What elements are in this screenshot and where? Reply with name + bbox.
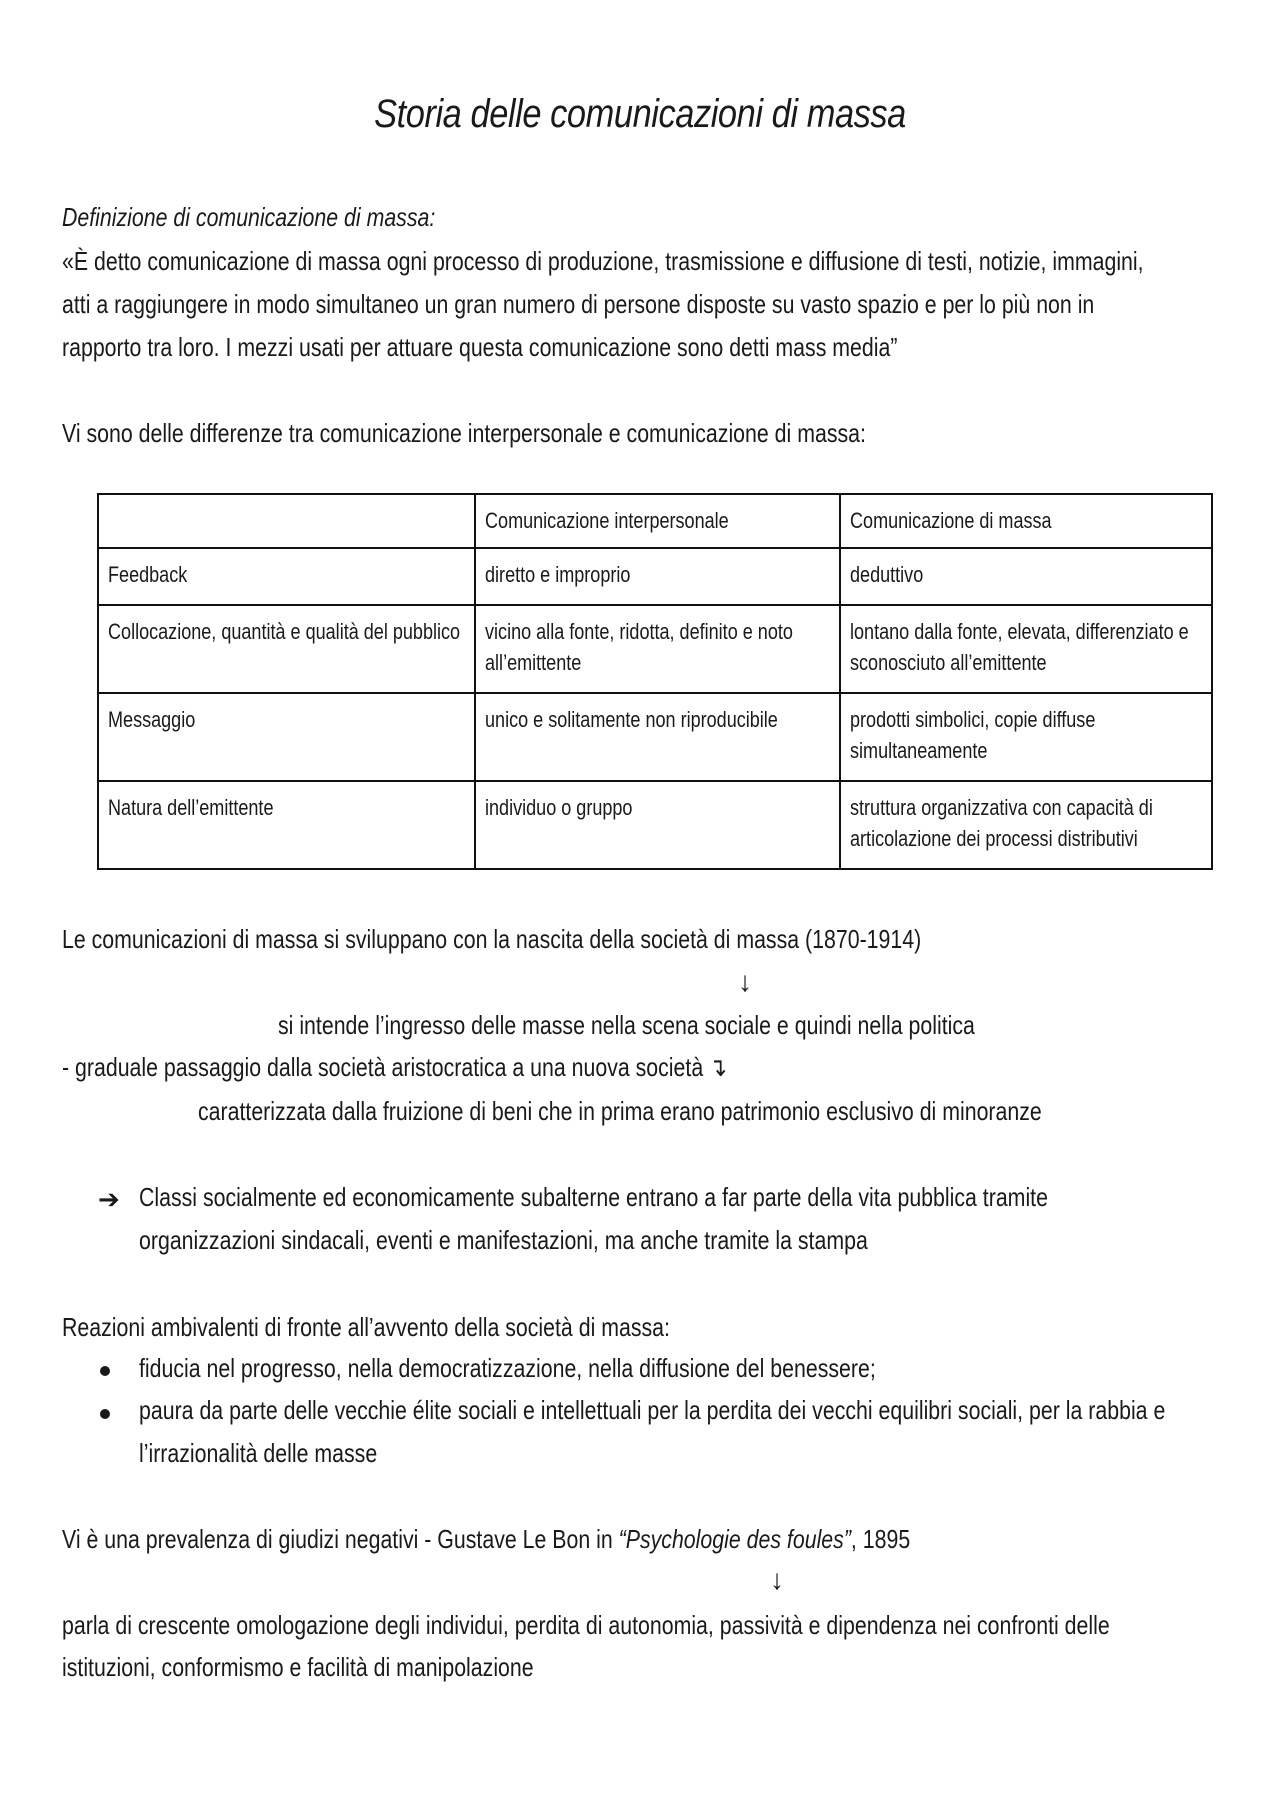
table-cell: Natura dell’emittente bbox=[98, 781, 475, 869]
lebon-suffix: , 1895 bbox=[850, 1524, 911, 1554]
arrow-point-line-2: organizzazioni sindacali, eventi e manifestazioni, ma anche tramite la stampa bbox=[139, 1225, 868, 1255]
table-header-cell: Comunicazione di massa bbox=[840, 494, 1212, 548]
reaction-bullet-2-line-1: paura da parte delle vecchie élite sociali e intellettuali per la perdita dei vecchi equilibri sociali, per la rabbia e bbox=[139, 1395, 1166, 1425]
table-row bbox=[98, 605, 1212, 693]
table-cell: deduttivo bbox=[840, 548, 1212, 605]
lebon-text-line-1: parla di crescente omologazione degli individui, perdita di autonomia, passività e dipendenza nei confronti delle bbox=[62, 1610, 1110, 1640]
page-title: Storia delle comunicazioni di massa bbox=[374, 92, 906, 136]
table-row bbox=[98, 693, 1212, 781]
bullet-icon bbox=[100, 1366, 110, 1376]
mass-society-line-3: - graduale passaggio dalla società aristocratica a una nuova società ↴ bbox=[62, 1052, 727, 1082]
down-arrow-icon: ↓ bbox=[738, 966, 752, 997]
table-cell: individuo o gruppo bbox=[475, 781, 840, 869]
table-row bbox=[98, 781, 1212, 869]
table-header-cell: Comunicazione interpersonale bbox=[475, 494, 840, 548]
lebon-text-line-2: istituzioni, conformismo e facilità di manipolazione bbox=[62, 1652, 534, 1682]
mass-society-line-1: Le comunicazioni di massa si sviluppano con la nascita della società di massa (1870-1914) bbox=[62, 924, 922, 954]
comparison-table bbox=[97, 493, 1213, 870]
table-header-cell bbox=[98, 494, 475, 548]
reaction-bullet-2-line-2: l’irrazionalità delle masse bbox=[139, 1438, 378, 1468]
definition-line-2: atti a raggiungere in modo simultaneo un gran numero di persone disposte su vasto spazio e per lo più non in bbox=[62, 289, 1095, 319]
lebon-prefix: Vi è una prevalenza di giudizi negativi - Gustave Le Bon in bbox=[62, 1524, 619, 1554]
table-row bbox=[98, 548, 1212, 605]
mass-society-line-2: si intende l’ingresso delle masse nella scena sociale e quindi nella politica bbox=[278, 1010, 975, 1040]
reaction-bullet-1: fiducia nel progresso, nella democratizzazione, nella diffusione del benessere; bbox=[139, 1353, 876, 1383]
right-arrow-icon: ➔ bbox=[98, 1184, 120, 1214]
differences-intro: Vi sono delle differenze tra comunicazione interpersonale e comunicazione di massa: bbox=[62, 418, 866, 448]
table-cell: Feedback bbox=[98, 548, 475, 605]
definition-line-3: rapporto tra loro. I mezzi usati per attuare questa comunicazione sono detti mass media” bbox=[62, 332, 898, 362]
table-cell: Collocazione, quantità e qualità del pubblico bbox=[98, 605, 475, 693]
table-cell: diretto e improprio bbox=[475, 548, 840, 605]
reactions-intro: Reazioni ambivalenti di fronte all’avvento della società di massa: bbox=[62, 1312, 670, 1342]
definition-label: Definizione di comunicazione di massa: bbox=[62, 202, 436, 232]
table-cell: prodotti simbolici, copie diffuse simultaneamente bbox=[840, 693, 1212, 781]
lebon-line bbox=[62, 1526, 910, 1552]
table-cell: unico e solitamente non riproducibile bbox=[475, 693, 840, 781]
mass-society-line-4: caratterizzata dalla fruizione di beni che in prima erano patrimonio esclusivo di minoranze bbox=[198, 1096, 1042, 1126]
lebon-work-title: “Psychologie des foules” bbox=[618, 1524, 851, 1554]
table-cell: vicino alla fonte, ridotta, definito e noto all’emittente bbox=[475, 605, 840, 693]
definition-line-1: «È detto comunicazione di massa ogni processo di produzione, trasmissione e diffusione di testi, notizie, immagini, bbox=[62, 246, 1144, 276]
table-cell: struttura organizzativa con capacità di articolazione dei processi distributivi bbox=[840, 781, 1212, 869]
table-cell: Messaggio bbox=[98, 693, 475, 781]
bullet-icon bbox=[100, 1409, 110, 1419]
table-header-row bbox=[98, 494, 1212, 548]
down-arrow-icon: ↓ bbox=[770, 1564, 784, 1595]
arrow-point-line-1: Classi socialmente ed economicamente subalterne entrano a far parte della vita pubblica tramite bbox=[139, 1182, 1048, 1212]
table-cell: lontano dalla fonte, elevata, differenziato e sconosciuto all’emittente bbox=[840, 605, 1212, 693]
